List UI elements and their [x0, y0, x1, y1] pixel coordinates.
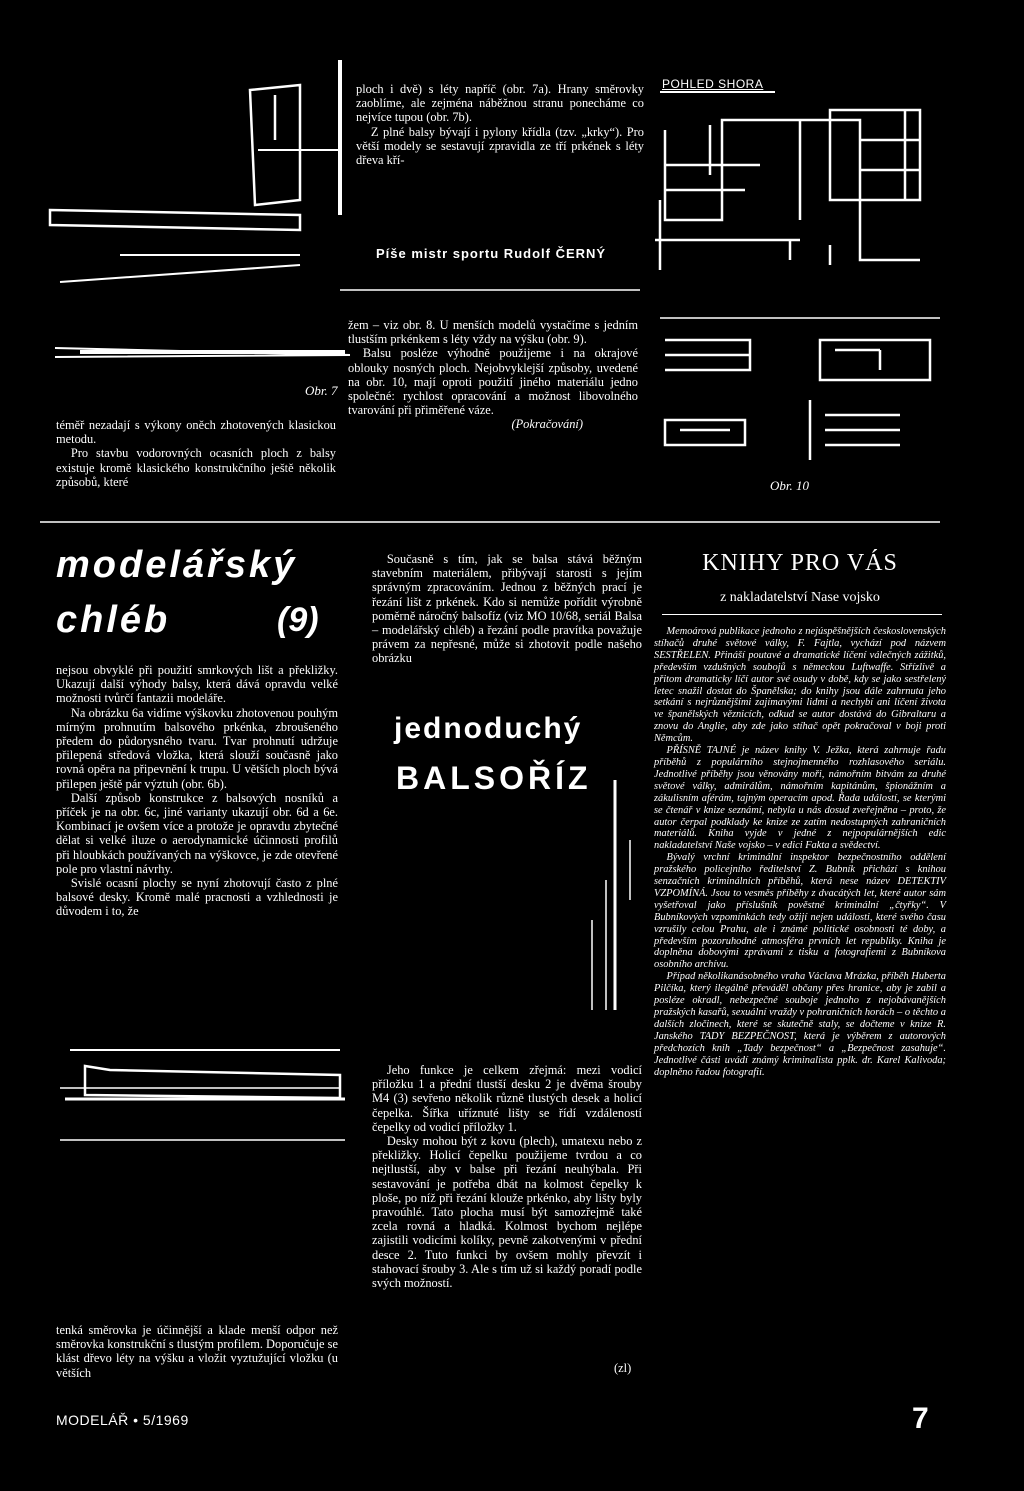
paragraph: tenká směrovka je účinnější a klade menší odpor než směrovka konstrukční s tlustým profilem. Doporučuje se klást dřevo léty na výšku a vložit vyztužující vložku (u větších — [56, 1323, 338, 1380]
paragraph: PŘÍSNĚ TAJNÉ je název knihy V. Ježka, která zahrnuje řadu příběhů z populárního stejnojmenného rozhlasového seriálu. Jednotlivé příběhy jsou věnovány moři, námořním bitvám za druhé světové války, admirálům, námořním kapitánům, špionážním a zákulisním aférám, tajným operacím apod. Řada událostí, se kterými se čtenář v knize seznámí, nebyla u nás dosud zveřejněna – proto, že autor čerpal podklady ke knize ze zatím nedostupných zahraničních materiálů. Kniha vyjde v jedné z nejpopulárnějších edic nakladatelství Naše vojsko – v edici Fakta a svědectví. — [654, 745, 946, 852]
paragraph: Na obrázku 6a vidíme výškovku zhotovenou pouhým mírným prohnutím balsového prkénka, zbroušeného předem do půdorysného tvaru. Tvar prohnutí udržuje přilepená středová vložka, která slouží současně jako rovná opěra na připevnění k trupu. U větších ploch bývá přilepen ještě pár výztuh (obr. 6b). — [56, 705, 338, 791]
paragraph: nejsou obvyklé při použití smrkových lišt a překližky. Ukazují další výhody balsy, která dává opravdu velké možnosti tvůrčí fantazii modeláře. — [56, 663, 338, 706]
figure-label-obr7: Obr. 7 — [305, 383, 338, 398]
figure-label-obr10: Obr. 10 — [770, 478, 810, 493]
fig6-tail-drawing — [60, 1050, 345, 1140]
heading-line1: modelářský — [56, 544, 298, 586]
middle-column-intro — [372, 552, 642, 666]
mid-block-text — [348, 318, 638, 432]
title-rule — [662, 614, 942, 615]
left-column-bottom-text — [56, 1323, 338, 1380]
paragraph: Memoárová publikace jednoho z nejúspěšnějších československých stíhačů druhé světové války, F. Fajtla, vychází pod názvem SESTŘELEN. Přináší poutavé a dramatické líčení válečných zážitků, především vzdušných soubojů s německou Luftwaffe. Střízlivě a přitom dramaticky líčí autor své osudy v době, kdy se jako sestřelený letec snažil dostat do Španělska; do knihy jsou dále zahrnuta jeho setkání s nejrůznějšími zajímavými lidmi a nechybí ani líčení života ve španělských věznicích, odkud se autor dostává do Gibraltaru a znovu do Anglie, aby zde jako stíhač opět pokračoval v boji proti Němcům. — [654, 626, 946, 745]
fig10-drawing — [660, 318, 940, 460]
fig8-top-view-drawing — [655, 92, 920, 270]
author-byline: Píše mistr sportu Rudolf ČERNÝ — [376, 246, 607, 261]
middle-column-body — [372, 1063, 642, 1290]
paragraph: Současně s tím, jak se balsa stává běžným stavebním materiálem, přibývají starosti s jejím správným zpracováním. Jednou z běžných prací je řezání lišt z prkének. Kdo si nemůže pořídit výrobně poměrně náročný balsofíz (viz MO 10/68, seriál Balsa – modelářský chléb) a řezání podle pravítka považuje právem za nepřesné, může si zhotovit podle našeho obrázku — [372, 552, 642, 666]
left-column-text — [56, 663, 338, 919]
heading-line2: chléb — [56, 599, 171, 641]
signature-initials: (zl) — [614, 1361, 632, 1375]
paragraph: žem – viz obr. 8. U menších modelů vystačíme s jedním tlustším prkénkem s léty vždy na výšku (obr. 9). — [348, 318, 638, 347]
paragraph: Z plné balsy bývají i pylony křídla (tzv. „krky“). Pro větší modely se sestavují zpravidla ze tří prkének s léty dřeva kří- — [356, 124, 644, 168]
article-title-line2: BALSOŘÍZ — [396, 760, 592, 796]
paragraph: Další způsob konstrukce z balsových nosníků a příček je na obr. 6c, jiné varianty ukazují obr. 6d a 6e. Kombinací je ovšem více a protože je opravdu zbytečné dělat si velké iluze o aerodynamické účinnosti profilů při hloubkách používaných na výškovce, je zde otevřené pole pro vlastní návrhy. — [56, 790, 338, 876]
paragraph: Jeho funkce je celkem zřejmá: mezi vodicí příložku 1 a přední tlustší desku 2 je dvěma šrouby M4 (3) sevřeno několik různě tlustých desek a holicí čepelka. Šířka uříznuté lišty se řídí vzdáleností čepelky od vodicí příložky 1. — [372, 1063, 642, 1134]
top-middle-text — [356, 82, 644, 167]
figure-caption-pohled-shora: POHLED SHORA — [662, 77, 764, 91]
paragraph: ploch i dvě) s léty napříč (obr. 7a). Hrany směrovky zaoblíme, ale zejména náběžnou stranu ponecháme co nejvíce tupou (obr. 7b). — [356, 82, 644, 125]
paragraph: Bývalý vrchní kriminální inspektor bezpečnostního oddělení pražského policejního ředitelství Z. Bubník přichází s knihou senzačních kriminálních příběhů, která nese název DETEKTIV VZPOMÍNÁ. Jsou to vesměs příběhy z dvacátých let, které autor sám vyšetřoval jako příslušník pověstné kriminální „čtyřky“. V Bubníkových vzpomínkách tedy ožijí nejen události, které svého času vzrušily celou Prahu, ale i známé politické osobnosti té doby, a především pozoruhodné atmosféra prvních let republiky. Kniha je doplněna dobovými zprávami z tisku a fotografiemi z Bubníkova osobního archívu. — [654, 852, 946, 971]
continued-note: (Pokračování) — [511, 417, 583, 432]
paragraph: Pro stavbu vodorovných ocasních ploch z balsy existuje kromě klasického konstrukčního ještě několik způsobů, které — [56, 446, 336, 489]
paragraph: Případ několikanásobného vraha Václava Mrázka, příběh Huberta Pilčíka, který ilegálně převáděl občany přes hranice, aby je zabil a posléze okradl, nebezpečné souboje jednoho z nejobávanějších pražských kasařů, sexuální vraždy v pohraničních horách – o těchto a dalších zločinech, které se skutečně staly, se dočteme v knize R. Janského TADY BEZPEČNOST, která je výběrem z autorových předchozích knih „Tady bezpečnost“ a „Bezpečnost zasahuje“. Jednotlivé části uvádí známý kriminalista pplk. dr. Karel Kalivoda; doplněno řadou fotografií. — [654, 971, 946, 1078]
paragraph: Desky mohou být z kovu (plech), umatexu nebo z překližky. Holicí čepelku použijeme tvrdou a co nejtlustší, aby v balse při řezání neuhýbala. Při sestavování je potřeba dbát na kolmost čepelky k ploše, po níž při řezání klouže prkénko, aby lišty byly pravoúhlé. Tato plocha musí být samozřejmě také zcela rovná a hladká. Kolmost bychom nejlépe zajistili vodicími kolíky, pevně zakotvenými v přední desce 2. Tuto funkci by ovšem mohly převzít i stahovací šrouby 3. Ale s tím už si každý poradí podle svých možností. — [372, 1134, 642, 1291]
fig7-rudder-drawing — [50, 60, 350, 357]
balsoriz-drawing — [592, 780, 630, 1010]
books-column-text — [654, 626, 946, 1078]
books-section-title: KNIHY PRO VÁS — [702, 550, 898, 576]
heading-number: (9) — [277, 601, 319, 639]
paragraph: Balsu posléze výhodně použijeme i na okrajové oblouky nosných ploch. Nejobvyklejší způsoby, uvedené na obr. 10, mají oproti použití jiného materiálu jedno společné: rychlost opracování a možnost libovolného tvarování při přiměřené váze. — [348, 346, 638, 418]
article-title-line1: jednoduchý — [394, 712, 583, 745]
books-section-subtitle: z nakladatelství Nase vojsko — [720, 590, 880, 605]
paragraph: téměř nezadají s výkony oněch zhotovených klasickou metodu. — [56, 418, 336, 447]
left-block-text — [56, 418, 336, 489]
page-number: 7 — [912, 1402, 929, 1435]
paragraph: Svislé ocasní plochy se nyní zhotovují často z plné balsové desky. Kromě malé pracnosti a vzhlednosti je důvodem i to, že — [56, 876, 338, 919]
footer-magazine: MODELÁŘ • 5/1969 — [56, 1412, 189, 1428]
